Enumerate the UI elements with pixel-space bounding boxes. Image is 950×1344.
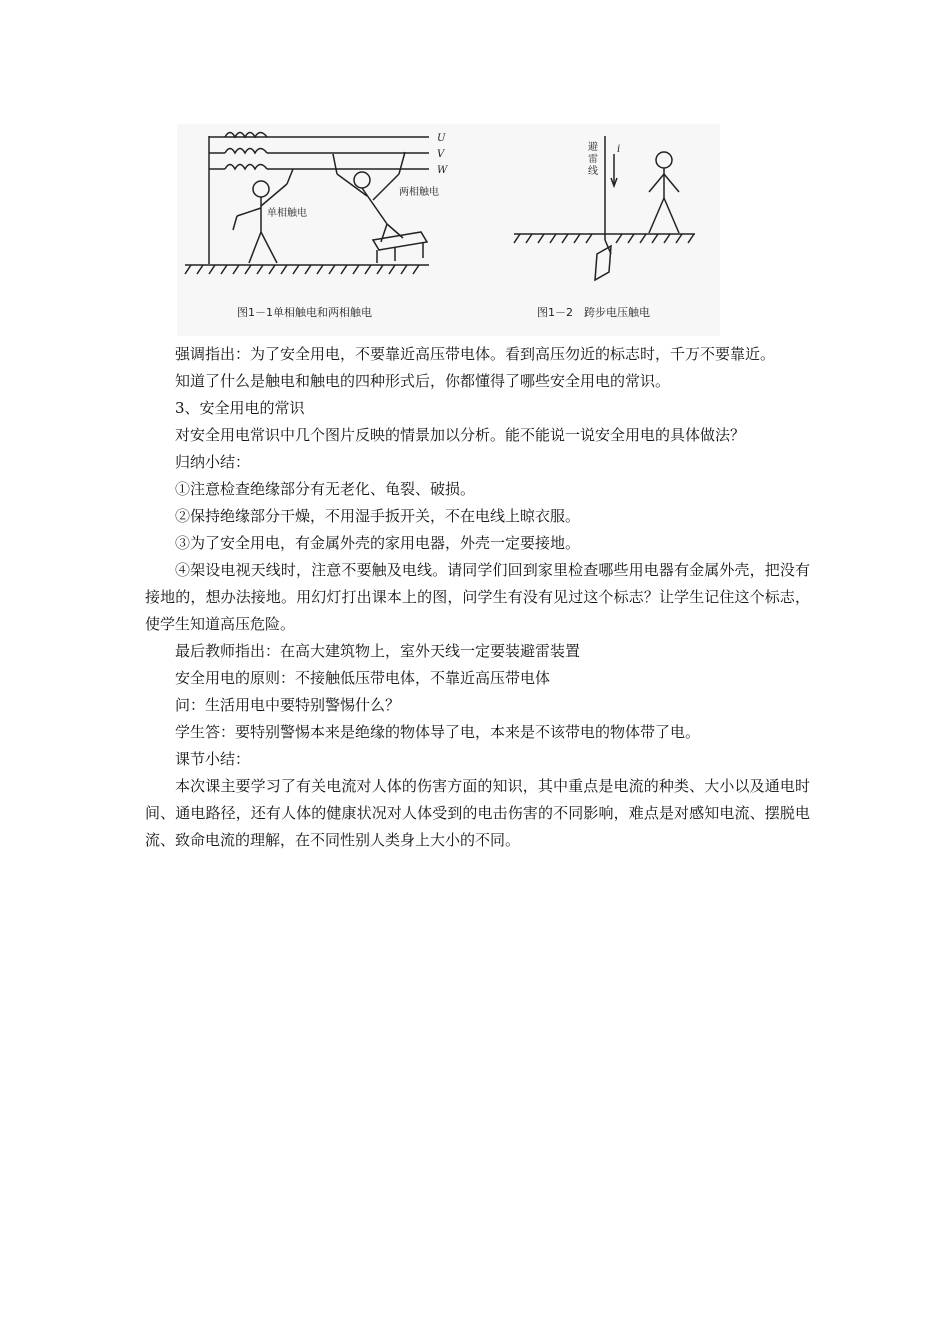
paragraph-emphasis: 强调指出：为了安全用电，不要靠近高压带电体。看到高压勿近的标志时，千万不要靠近。 <box>175 345 776 363</box>
list-item-3: ③为了安全用电，有金属外壳的家用电器，外壳一定要接地。 <box>175 534 581 552</box>
label-current-i: i <box>617 144 621 155</box>
diagram-single-and-two-phase <box>185 133 429 275</box>
label-lightning-rod: 避雷线 <box>588 142 598 177</box>
lesson-text <box>145 341 810 854</box>
paragraph-question: 问：生活用电中要特别警惕什么？ <box>175 696 401 714</box>
list-item-1: ①注意检查绝缘部分有无老化、龟裂、破损。 <box>175 480 476 498</box>
diagram-step-voltage <box>514 136 695 280</box>
label-two-phase: 两相触电 <box>399 187 439 198</box>
paragraph-summary-label: 归纳小结： <box>175 453 251 471</box>
phase-label-w: W <box>437 165 448 176</box>
paragraph-principle: 安全用电的原则：不接触低压带电体，不靠近高压带电体 <box>175 669 551 687</box>
list-item-2: ②保持绝缘部分干燥，不用湿手扳开关，不在电线上晾衣服。 <box>175 507 581 525</box>
caption-fig1: 图1－1单相触电和两相触电 <box>237 306 372 319</box>
paragraph-analysis: 对安全用电常识中几个图片反映的情景加以分析。能不能说一说安全用电的具体做法？ <box>175 426 746 444</box>
caption-fig2: 图1－2 跨步电压触电 <box>537 306 650 319</box>
paragraph-answer: 学生答：要特别警惕本来是绝缘的物体导了电，本来是不该带电的物体带了电。 <box>175 723 701 741</box>
paragraph-transition: 知道了什么是触电和触电的四种形式后，你都懂得了哪些安全用电的常识。 <box>175 372 671 390</box>
paragraph-teacher-note: 最后教师指出：在高大建筑物上，室外天线一定要装避雷装置 <box>175 642 581 660</box>
paragraph-lesson-summary-label: 课节小结： <box>175 750 251 768</box>
list-item-4: ④架设电视天线时，注意不要触及电线。请同学们回到家里检查哪些用电器有金属外壳，把没有接地的，想办法接地。用幻灯打出课本上的图，问学生有没有见过这个标志？让学生记住这个标志，使学生知道高压危险。 <box>145 561 810 633</box>
phase-label-v: V <box>437 149 445 160</box>
label-single-phase: 单相触电 <box>267 208 307 219</box>
figure-electric-shock <box>177 124 720 336</box>
section-heading: 3、安全用电的常识 <box>175 399 305 417</box>
paragraph-lesson-summary: 本次课主要学习了有关电流对人体的伤害方面的知识，其中重点是电流的种类、大小以及通电时间、通电路径，还有人体的健康状况对人体受到的电击伤害的不同影响，难点是对感知电流、摆脱电流、致命电流的理解，在不同性别人类身上大小的不同。 <box>145 777 810 849</box>
phase-label-u: U <box>437 133 446 144</box>
